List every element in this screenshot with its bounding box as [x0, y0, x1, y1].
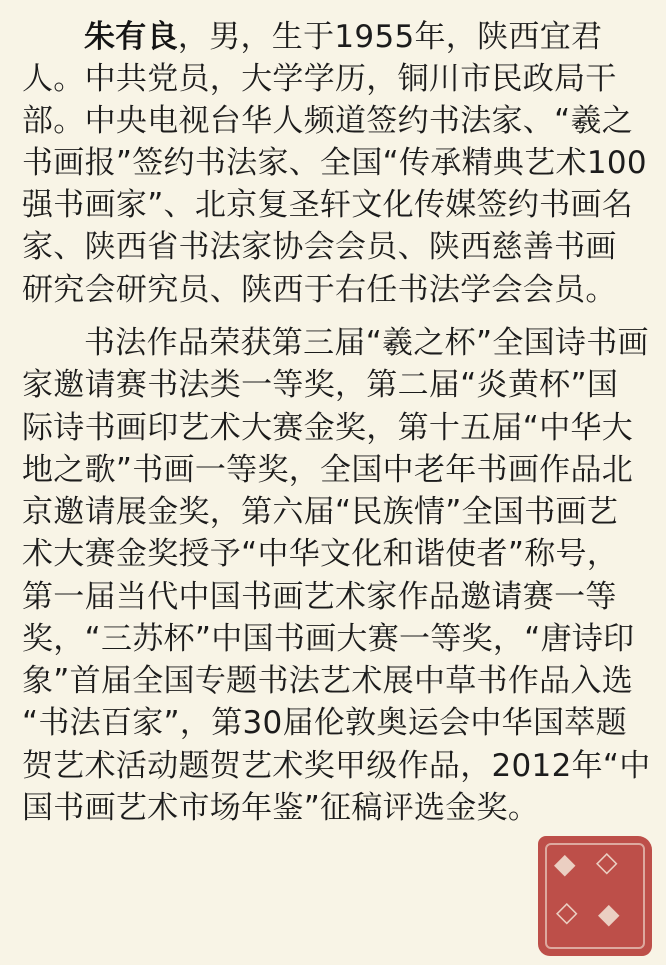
paragraph-2-line-10: “书法百家”，第30届伦敦奥运会中华国萃题 — [22, 705, 627, 741]
paragraph-2-line-3: 际诗书画印艺术大赛金奖，第十五届“中华大 — [22, 410, 634, 446]
paragraph-1-line-2: 人。中共党员，大学学历，铜川市民政局干 — [22, 61, 617, 97]
paragraph-2-line-11: 贺艺术活动题贺艺术奖甲级作品，2012年“中 — [22, 748, 651, 784]
paragraph-1-line-3: 部。中央电视台华人频道签约书法家、“羲之 — [22, 103, 634, 139]
paragraph-2-line-8: 奖，“三苏杯”中国书画大赛一等奖，“唐诗印 — [22, 621, 635, 657]
red-seal-stamp — [538, 836, 652, 956]
paragraph-2-line-5: 京邀请展金奖，第六届“民族情”全国书画艺 — [22, 494, 619, 530]
paragraph-1-line-5: 强书画家”、北京复圣轩文化传媒签约书画名 — [22, 187, 634, 223]
paragraph-2-line-2: 家邀请赛书法类一等奖，第二届“炎黄杯”国 — [22, 367, 619, 403]
paragraph-1-line-7: 研究会研究员、陕西于右任书法学会会员。 — [22, 272, 617, 308]
paragraph-1-line-4: 书画报”签约书法家、全国“传承精典艺术100 — [22, 145, 647, 181]
seal-mark-4: ◆ — [598, 897, 620, 930]
paragraph-1-line-1-text: ，男，生于1955年，陕西宜君 — [177, 19, 603, 55]
paragraph-2-line-12: 国书画艺术市场年鉴”征稿评选金奖。 — [22, 790, 540, 826]
paragraph-2-line-6: 术大赛金奖授予“中华文化和谐使者”称号， — [22, 536, 619, 572]
paragraph-2-line-9: 象”首届全国专题书法艺术展中草书作品入选 — [22, 663, 634, 699]
seal-mark-3: ◇ — [556, 895, 578, 928]
seal-mark-2: ◇ — [596, 845, 618, 878]
paragraph-1-line-6: 家、陕西省书法家协会会员、陕西慈善书画 — [22, 229, 617, 265]
paragraph-2-line-7: 第一届当代中国书画艺术家作品邀请赛一等 — [22, 579, 617, 615]
paragraph-2-line-4: 地之歌”书画一等奖，全国中老年书画作品北 — [22, 452, 634, 488]
person-name: 朱有良 — [84, 19, 178, 55]
paragraph-2-line-1: 书法作品荣获第三届“羲之杯”全国诗书画 — [84, 325, 649, 361]
paragraph-1-line-1 — [84, 17, 602, 57]
seal-mark-1: ◆ — [554, 847, 576, 880]
